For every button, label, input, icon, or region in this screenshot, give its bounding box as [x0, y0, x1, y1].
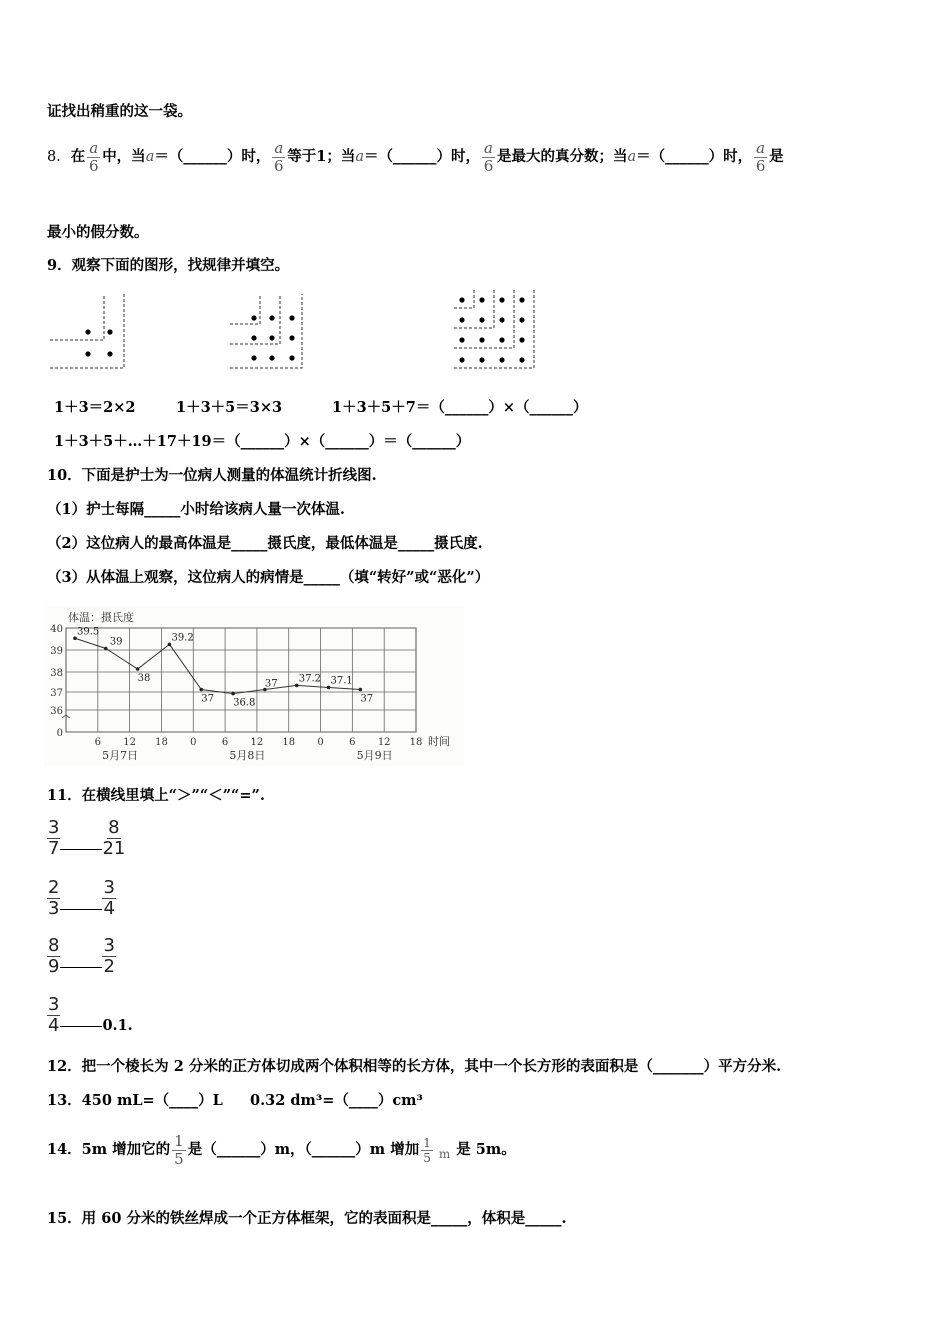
day-label: 5月9日 [356, 749, 393, 762]
q9-row1-c[interactable]: 1＋3＋5＋7＝（______）×（______） [332, 399, 588, 416]
q14-part1: 14．5m 增加它的 [47, 1141, 171, 1158]
y-tick-label: 0 [56, 728, 63, 739]
q11-item [47, 878, 116, 919]
x-tick-label: 0 [190, 737, 197, 748]
chart-title: 体温：摄氏度 [68, 611, 134, 624]
q13-part-a[interactable]: 13．450 mL=（____）L [47, 1092, 223, 1109]
temperature-point [104, 647, 108, 651]
q8-seg5: 是最大的真分数；当 [497, 148, 628, 165]
q10-question: 10．下面是护士为一位病人测量的体温统计折线图. [47, 467, 377, 484]
q11-left-fraction: 2 3 [48, 877, 60, 919]
q14-line [47, 1126, 516, 1174]
x-tick-label: 18 [409, 737, 423, 748]
q11-right-fraction: 8 21 [102, 817, 126, 859]
q11-left-fraction: 3 7 [48, 817, 60, 859]
q10-sub2[interactable]: （2）这位病人的最高体温是_____摄氏度，最低体温是_____摄氏度. [47, 535, 483, 552]
temperature-point [359, 688, 363, 692]
x-tick-label: 6 [349, 737, 356, 748]
temperature-line-chart [44, 606, 464, 766]
temperature-point [231, 692, 235, 696]
q9-question: 9．观察下面的图形，找规律并填空。 [47, 257, 290, 274]
q8-var-2: a [355, 149, 365, 165]
q9-row2[interactable]: 1＋3＋5＋…＋17＋19＝（______）×（______）＝（______） [54, 433, 471, 450]
q8-fraction-2: $\frac{a}{6}$ [274, 138, 284, 175]
day-label: 5月8日 [229, 749, 266, 762]
y-tick-label: 38 [50, 668, 63, 679]
q8-fraction-3: $\frac{a}{6}$ [483, 138, 494, 175]
temperature-value-label: 37.1 [330, 675, 353, 687]
q8-blank-3[interactable]: ＝（______）时， [636, 148, 753, 165]
temperature-value-label: 39.5 [77, 626, 100, 638]
q12-question[interactable]: 12．把一个棱长为 2 分米的正方体切成两个体积相等的长方体，其中一个长方形的表面积是（_______）平方分米. [47, 1058, 782, 1075]
q8-seg2: 中，当 [102, 148, 146, 165]
intro-line: 证找出稍重的这一袋。 [47, 103, 192, 120]
x-tick-label: 6 [94, 737, 102, 748]
q8-line [47, 138, 784, 176]
x-tick-label: 18 [155, 737, 168, 748]
temperature-value-label: 39 [109, 636, 123, 648]
q11-right-value: 0.1. [102, 1017, 133, 1034]
q9-row1-a: 1＋3＝2×2 [54, 399, 136, 416]
q8-seg3: 等于1；当 [287, 148, 356, 165]
q14-part2[interactable]: 是（______）m，（______）m 增加 [187, 1141, 420, 1158]
q9-pattern-figures [44, 288, 564, 373]
x-tick-label: 12 [377, 737, 391, 748]
q8-blank-2[interactable]: ＝（______）时， [364, 148, 481, 165]
q11-question: 11．在横线里填上“＞”“＜”“=”. [47, 787, 265, 804]
q8-var-1: a [145, 149, 155, 165]
temperature-point [136, 667, 140, 671]
q11-answer-blank[interactable] [60, 967, 102, 968]
q8-line2: 最小的假分数。 [47, 224, 149, 241]
q8-fraction-4: $\frac{a}{6}$ [755, 138, 766, 175]
q8-blank-1[interactable]: ＝（______）时， [154, 148, 271, 165]
q10-sub1[interactable]: （1）护士每隔_____小时给该病人量一次体温. [47, 501, 345, 518]
q11-left-fraction: 3 4 [48, 994, 60, 1036]
temperature-value-label: 38 [137, 673, 151, 684]
q10-sub3[interactable]: （3）从体温上观察，这位病人的病情是_____（填“转好”或“恶化”） [47, 569, 490, 586]
q13-part-b[interactable]: 0.32 dm³=（____）cm³ [250, 1092, 423, 1109]
temperature-value-label: 37 [264, 678, 278, 690]
q9-row1-b: 1＋3＋5＝3×3 [176, 399, 283, 416]
q11-answer-blank[interactable] [60, 1026, 102, 1027]
x-tick-label: 12 [250, 737, 264, 748]
q14-fraction-1: $\frac{1}{5}$ [174, 1131, 184, 1168]
q11-item [47, 936, 116, 977]
q14-unit: m [438, 1147, 451, 1161]
x-tick-label: 18 [282, 737, 296, 748]
q11-answer-blank[interactable] [60, 849, 102, 850]
q11-answer-blank[interactable] [60, 909, 102, 910]
temperature-value-label: 37 [360, 693, 374, 705]
x-tick-label: 6 [221, 737, 229, 748]
y-tick-label: 39 [50, 646, 63, 657]
q11-item [47, 818, 125, 859]
y-tick-label: 37 [50, 688, 63, 699]
x-axis-label: 时间 [428, 735, 450, 748]
q8-seg1: 在 [70, 148, 86, 165]
q11-item [47, 995, 133, 1036]
q14-fraction-2: $\frac{1}{5}$ [423, 1135, 431, 1165]
x-tick-label: 0 [317, 737, 324, 748]
q14-part3: 是 5m。 [456, 1141, 516, 1158]
temperature-point [199, 688, 203, 692]
temperature-value-label: 36.8 [233, 697, 256, 709]
q8-seg7: 是 [769, 148, 784, 165]
day-label: 5月7日 [102, 749, 139, 762]
temperature-value-label: 37.2 [298, 673, 321, 685]
q8-number: 8． [47, 149, 71, 165]
q11-right-fraction: 3 2 [103, 935, 115, 977]
q8-var-3: a [627, 149, 637, 165]
x-tick-label: 12 [123, 737, 137, 748]
y-tick-label: 40 [50, 624, 63, 635]
q11-right-fraction: 3 4 [103, 877, 115, 919]
q8-fraction-1: $\frac{a}{6}$ [88, 138, 99, 175]
y-tick-label: 36 [50, 706, 63, 717]
temperature-value-label: 37 [201, 693, 215, 705]
q15-question[interactable]: 15．用 60 分米的铁丝焊成一个正方体框架，它的表面积是_____，体积是_____. [47, 1210, 567, 1227]
q11-left-fraction: 8 9 [48, 935, 60, 977]
temperature-value-label: 39.2 [171, 632, 194, 644]
